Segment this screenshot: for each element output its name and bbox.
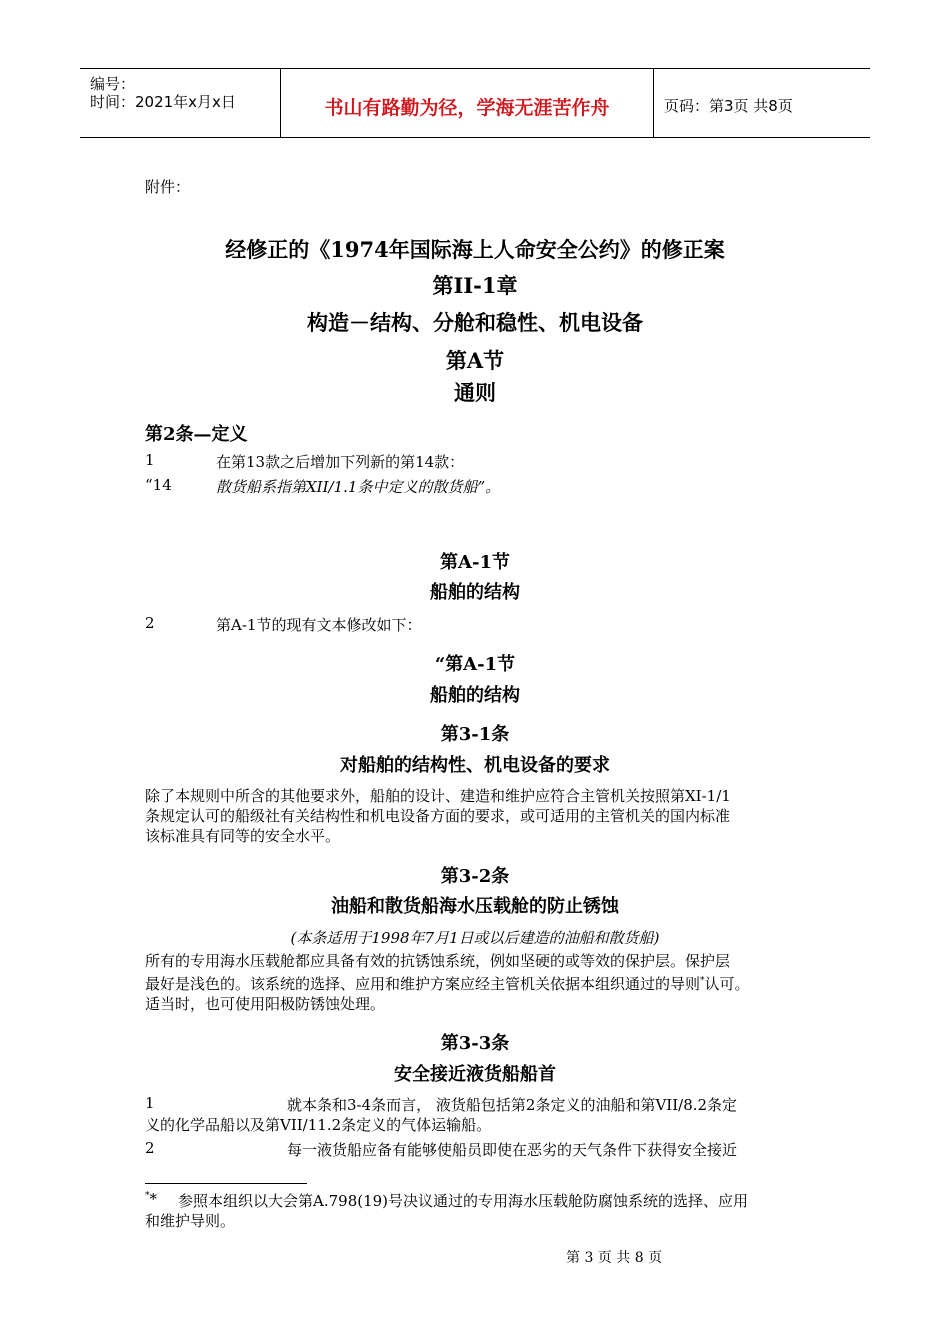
footnote-divider bbox=[145, 1183, 307, 1184]
footnote-star: * bbox=[149, 1190, 157, 1208]
reg3-2-paragraph bbox=[145, 951, 750, 1014]
rule2-item1-number: 1 bbox=[145, 451, 155, 469]
header-right-cell bbox=[654, 69, 870, 137]
footnote bbox=[145, 1190, 157, 1208]
rule2-item2-text: 散货船系指第XII/1.1条中定义的散货船”。 bbox=[216, 478, 501, 496]
document-title: 经修正的《1974年国际海上人命安全公约》的修正案 bbox=[225, 237, 725, 262]
section-subtitle: 通则 bbox=[454, 380, 496, 405]
chapter-subtitle: 构造－结构、分舱和稳性、机电设备 bbox=[307, 310, 643, 335]
reg3-3-p1-line1: 就本条和3-4条而言， 液货船包括第2条定义的油船和第VII/8.2条定 bbox=[287, 1096, 738, 1114]
reg3-2-line-text: 认可。 bbox=[704, 975, 750, 993]
reg3-2-applicability-note: (本条适用于1998年7月1日或以后建造的油船和散货船) bbox=[290, 929, 660, 947]
page-footer: 第 3 页 共 8 页 bbox=[566, 1250, 663, 1266]
reg3-3-p1-number: 1 bbox=[145, 1094, 155, 1112]
reg3-1-line: 除了本规则中所含的其他要求外，船舶的设计、建造和维护应符合主管机关按照第XI-1/1 bbox=[145, 787, 731, 805]
header-motto: 书山有路勤为径，学海无涯苦作舟 bbox=[324, 97, 610, 119]
reg3-3-title: 安全接近液货船船首 bbox=[394, 1064, 556, 1085]
page-header bbox=[80, 68, 870, 138]
reg3-2-line: 适当时，也可使用阳极防锈蚀处理。 bbox=[145, 995, 386, 1013]
header-left-cell bbox=[80, 69, 281, 137]
section-a1-subheading: 船舶的结构 bbox=[430, 582, 520, 603]
footnote-mark: * bbox=[145, 1191, 150, 1201]
reg3-2-line bbox=[145, 971, 750, 994]
quoted-section-subheading: 船舶的结构 bbox=[430, 685, 520, 706]
reg3-1-line: 该标准具有同等的安全水平。 bbox=[145, 827, 341, 845]
rule2-heading: 第2条—定义 bbox=[145, 424, 248, 445]
reg3-3-p1-line2: 义的化学品船以及第VII/11.2条定义的气体运输船。 bbox=[145, 1116, 492, 1134]
section-a1-item-text: 第A-1节的现有文本修改如下： bbox=[216, 616, 422, 634]
reg3-1-line: 条规定认可的船级社有关结构性和机电设备方面的要求，或可适用的主管机关的国内标准 bbox=[145, 807, 731, 825]
quoted-section-heading: “第A-1节 bbox=[434, 654, 516, 675]
header-motto-cell bbox=[281, 69, 654, 137]
attachment-label: 附件： bbox=[145, 178, 191, 196]
reg3-3-p2-line1: 每一液货船应备有能够使船员即使在恶劣的天气条件下获得安全接近 bbox=[287, 1141, 738, 1159]
reg3-2-title: 油船和散货船海水压载舱的防止锈蚀 bbox=[331, 896, 619, 917]
time-label: 时间：2021年x月x日 bbox=[90, 93, 236, 111]
rule2-item1-text: 在第13款之后增加下列新的第14款： bbox=[216, 453, 465, 471]
section-a1-item-number: 2 bbox=[145, 614, 155, 632]
number-label: 编号： bbox=[90, 75, 136, 93]
reg3-1-title: 对船舶的结构性、机电设备的要求 bbox=[340, 755, 610, 776]
section-a1-heading: 第A-1节 bbox=[440, 552, 510, 573]
footnote-line2: 和维护导则。 bbox=[145, 1212, 236, 1230]
reg3-1-heading: 第3-1条 bbox=[440, 724, 510, 745]
footnote-reference[interactable]: * bbox=[700, 976, 705, 986]
rule2-item2-number: “14 bbox=[145, 476, 172, 494]
header-page-label: 页码：第3页 共8页 bbox=[664, 97, 793, 115]
reg3-2-heading: 第3-2条 bbox=[440, 866, 510, 887]
footnote-line1: 参照本组织以大会第A.798(19)号决议通过的专用海水压载舱防腐蚀系统的选择、应用 bbox=[178, 1192, 749, 1210]
reg3-2-line-text: 最好是浅色的。该系统的选择、应用和维护方案应经主管机关依据本组织通过的导则 bbox=[145, 975, 701, 993]
reg3-3-p2-number: 2 bbox=[145, 1139, 155, 1157]
reg3-3-heading: 第3-3条 bbox=[440, 1033, 510, 1054]
chapter-title: 第II-1章 bbox=[432, 273, 518, 298]
reg3-2-line: 所有的专用海水压载舱都应具备有效的抗锈蚀系统，例如坚硬的或等效的保护层。保护层 bbox=[145, 952, 731, 970]
reg3-1-paragraph bbox=[145, 786, 731, 846]
section-title: 第A节 bbox=[445, 348, 505, 373]
